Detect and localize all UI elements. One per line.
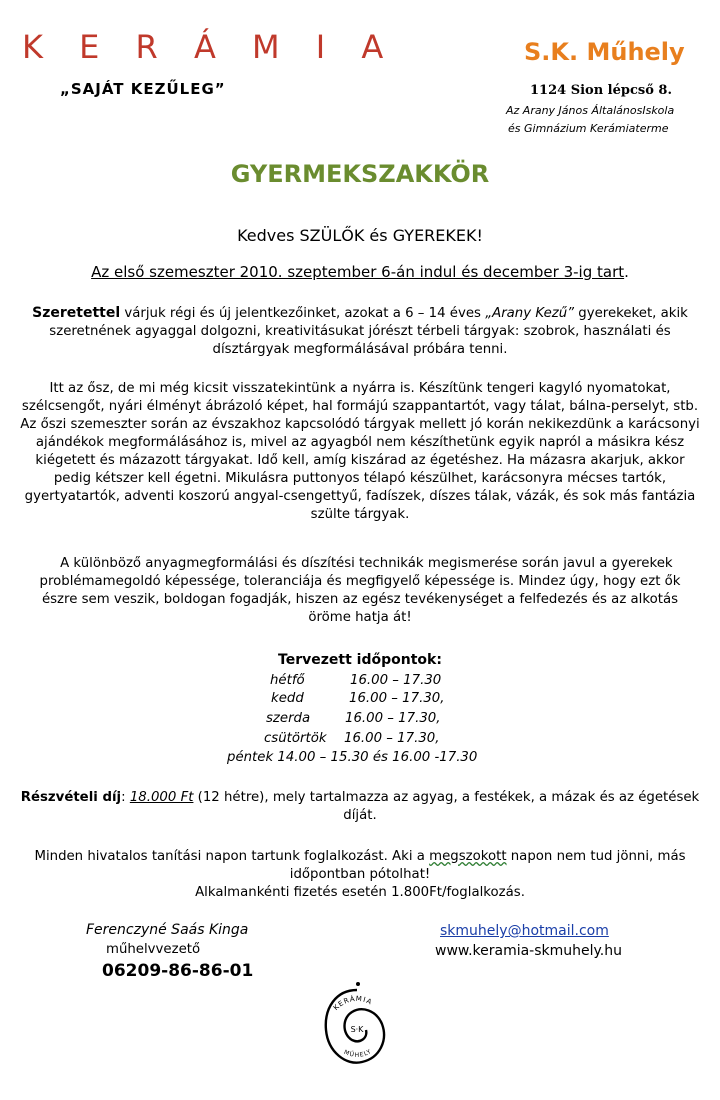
fee-paragraph [20, 789, 700, 825]
greeting: Kedves SZÜLŐK és GYEREKEK! [237, 226, 483, 245]
activities-paragraph: Itt az ősz, de mi még kicsit visszatekintünk a nyárra is. Készítünk tengeri kagyló nyomatokat, szélcsengőt, nyári élményt ábrázoló képet, hal formájú szappantartót, vagy tálat, bálna-perselyt, stb. Az őszi szemeszter során az évszakhoz kapcsolódó tárgyak mellett jó korán nekikezdünk a karácsonyi ajándékok megformálásához is, mivel az agyagból nem készíthetünk egyik napról a másikra kész kiégetett és mázazott tárgyakat. Idő kell, amíg kiszárad az égetéshez. Ha mázasra akarjuk, akkor pedig kétszer kell égetni. Mikulásra puttonyos télapó készülhet, karácsonyra mécses tartók, gyertyatartók, adventi koszorú angyal-csengettyű, fadíszek, díszes tálak, vázák, és sok más fantázia szülte tárgyak. [20, 381, 700, 522]
info-paragraph [20, 848, 700, 902]
schedule-row [266, 710, 441, 728]
schedule-day: hétfő [270, 673, 305, 688]
stamp-center-text: S·K [350, 1025, 364, 1034]
schedule-time: 16.00 – 17.30 [350, 673, 442, 688]
school-info [506, 102, 706, 138]
intro-text-1: várjuk régi és új jelentkezőinket, azokat a 6 – 14 éves [120, 306, 486, 321]
website-link[interactable]: www.keramia-skmuhely.hu [435, 943, 623, 959]
schedule-row [271, 690, 445, 708]
info-text-b: napon nem tud jönni, más időpontban pótolhat! [289, 849, 686, 882]
fee-amount: 18.000 Ft [129, 790, 194, 805]
school-line-1: Az Arany János ÁltalánosIskola [506, 104, 675, 117]
brand-tagline: „SAJÁT KEZŰLEG” [60, 80, 226, 98]
workshop-stamp-logo [318, 978, 396, 1070]
page-title: GYERMEKSZAKKÖR [230, 160, 490, 188]
address: 1124 Sion lépcső 8. [530, 83, 672, 98]
intro-italic: „Arany Kezű” [485, 306, 575, 321]
contact-phone: 06209-86-86-01 [102, 961, 254, 981]
workshop-name: S.K. Műhely [524, 38, 685, 66]
contact-name: Ferenczyné Saás Kinga [86, 922, 249, 938]
benefits-paragraph [20, 555, 700, 627]
semester-text: Az első szemeszter 2010. szeptember 6-án indul és december 3-ig tart [91, 263, 625, 281]
schedule-day: kedd [271, 691, 304, 706]
intro-bold: Szeretettel [32, 305, 121, 321]
semester-line [20, 263, 700, 281]
contact-role: műhelvvezető [106, 942, 201, 957]
schedule-row [227, 749, 477, 767]
school-line-2: és Gimnázium Kerámiaterme [508, 122, 669, 135]
benefits-text: A különböző anyagmegformálási és díszítési technikák megismerése során javul a gyerekek problémamegoldó képessége, toleranciája és megfigyelő képessége is. Mindez úgy, hogy ezt ők észre sem veszik, boldogan fogadják, hiszen az egész tevékenységet a felfedezés és az alkotás öröme hatja át! [39, 556, 681, 625]
schedule-day: szerda [266, 711, 311, 726]
schedule-title: Tervezett időpontok: [278, 652, 442, 668]
fee-rest: (12 hétre), mely tartalmazza az agyag, a festékek, a mázak és az égetések díját. [193, 790, 700, 823]
brand-logo: K E R Á M I A [22, 28, 397, 66]
schedule-time: 16.00 – 17.30, [345, 711, 441, 726]
email-link[interactable]: skmuhely@hotmail.com [440, 923, 609, 939]
schedule-row [264, 730, 440, 748]
info-line-2: Alkalmankénti fizetés esetén 1.800Ft/foglalkozás. [195, 885, 525, 900]
schedule-row [270, 672, 442, 690]
schedule-day: péntek [227, 750, 274, 765]
info-line-1 [20, 848, 700, 884]
fee-colon: : [121, 790, 130, 805]
schedule-time: 14.00 – 15.30 és 16.00 -17.30 [277, 750, 478, 765]
intro-paragraph [20, 304, 700, 359]
schedule-time: 16.00 – 17.30, [344, 731, 440, 746]
intro-text-2: gyerekeket, akik szeretnének agyaggal dolgozni, kreativitásukat jórészt térbeli tárgyak: szobrok, használati és dísztárgyak megformálásával próbára tenni. [49, 306, 688, 357]
stamp-top-text: KERÁMIA [331, 994, 374, 1013]
stamp-bottom-text: MŰHELY [342, 1047, 374, 1059]
info-text-a: Minden hivatalos tanítási napon tartunk foglalkozást. Aki a [34, 849, 430, 864]
semester-end: . [624, 263, 629, 281]
stamp-dot [356, 982, 360, 986]
fee-label: Részvételi díj [20, 790, 122, 805]
schedule-day: csütörtök [264, 731, 327, 746]
schedule-time: 16.00 – 17.30, [349, 691, 445, 706]
info-squiggle: megszokott [429, 849, 507, 864]
